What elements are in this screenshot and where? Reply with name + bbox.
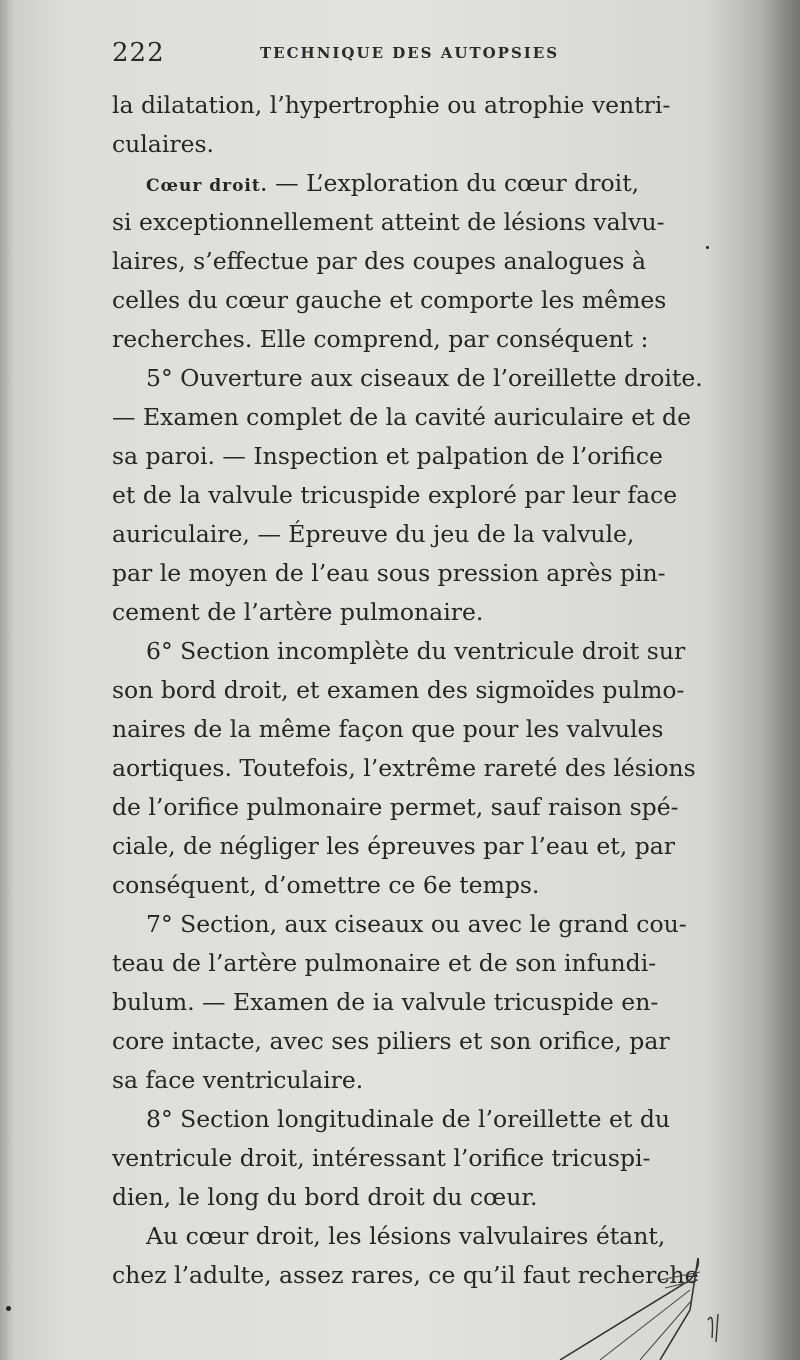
text-line: — Examen complet de la cavité auriculaire et de <box>112 403 691 431</box>
text-line: 5° Ouverture aux ciseaux de l’oreillette droite. <box>146 364 703 392</box>
ink-speck <box>706 246 709 249</box>
text-line: laires, s’effectue par des coupes analogues à <box>112 247 646 275</box>
text-line: la dilatation, l’hypertrophie ou atrophie ventri- <box>112 91 671 119</box>
text-line: 6° Section incomplète du ventricule droit sur <box>146 637 686 665</box>
text-line: auriculaire, — Épreuve du jeu de la valvule, <box>112 520 635 548</box>
text-line: celles du cœur gauche et comporte les mêmes <box>112 286 667 314</box>
text-line: conséquent, d’omettre ce 6e temps. <box>112 871 540 899</box>
running-head: TECHNIQUE DES AUTOPSIES <box>260 44 560 62</box>
text-line: naires de la même façon que pour les valvules <box>112 715 664 743</box>
page-gutter-shadow <box>760 0 800 1360</box>
text-line: ciale, de négliger les épreuves par l’eau et, par <box>112 832 675 860</box>
page-number: 222 <box>112 38 165 68</box>
text-line: recherches. Elle comprend, par conséquent : <box>112 325 649 353</box>
text-line: de l’orifice pulmonaire permet, sauf raison spé- <box>112 793 679 821</box>
page-edge-shadow-left <box>0 0 14 1360</box>
text-line: ventricule droit, intéressant l’orifice tricuspi- <box>112 1144 651 1172</box>
text-line-rest: — L’exploration du cœur droit, <box>275 169 640 197</box>
text-line: son bord droit, et examen des sigmoïdes pulmo- <box>112 676 685 704</box>
text-line: core intacte, avec ses piliers et son orifice, par <box>112 1027 670 1055</box>
text-line: 7° Section, aux ciseaux ou avec le grand cou- <box>146 910 687 938</box>
pencil-sketch <box>540 1250 800 1360</box>
text-line: chez l’adulte, assez rares, ce qu’il faut recherche <box>112 1261 699 1289</box>
body-text <box>112 86 703 1295</box>
text-line: culaires. <box>112 130 215 158</box>
text-line: teau de l’artère pulmonaire et de son infundi- <box>112 949 657 977</box>
text-line: et de la valvule tricuspide exploré par leur face <box>112 481 678 509</box>
text-line: sa face ventriculaire. <box>112 1066 364 1094</box>
text-line: Au cœur droit, les lésions valvulaires étant, <box>146 1222 666 1250</box>
text-line: si exceptionnellement atteint de lésions valvu- <box>112 208 665 236</box>
ink-speck <box>6 1306 11 1311</box>
text-line: 8° Section longitudinale de l’oreillette et du <box>146 1105 670 1133</box>
text-line: aortiques. Toutefois, l’extrême rareté des lésions <box>112 754 696 782</box>
run-in-heading: Cœur droit. <box>146 176 268 196</box>
text-line: cement de l’artère pulmonaire. <box>112 598 484 626</box>
text-line <box>112 164 700 203</box>
text-line: bulum. — Examen de ia valvule tricuspide en- <box>112 988 659 1016</box>
text-line: dien, le long du bord droit du cœur. <box>112 1183 538 1211</box>
text-line: par le moyen de l’eau sous pression après pin- <box>112 559 666 587</box>
text-line: sa paroi. — Inspection et palpation de l’orifice <box>112 442 663 470</box>
page-header <box>112 38 692 68</box>
